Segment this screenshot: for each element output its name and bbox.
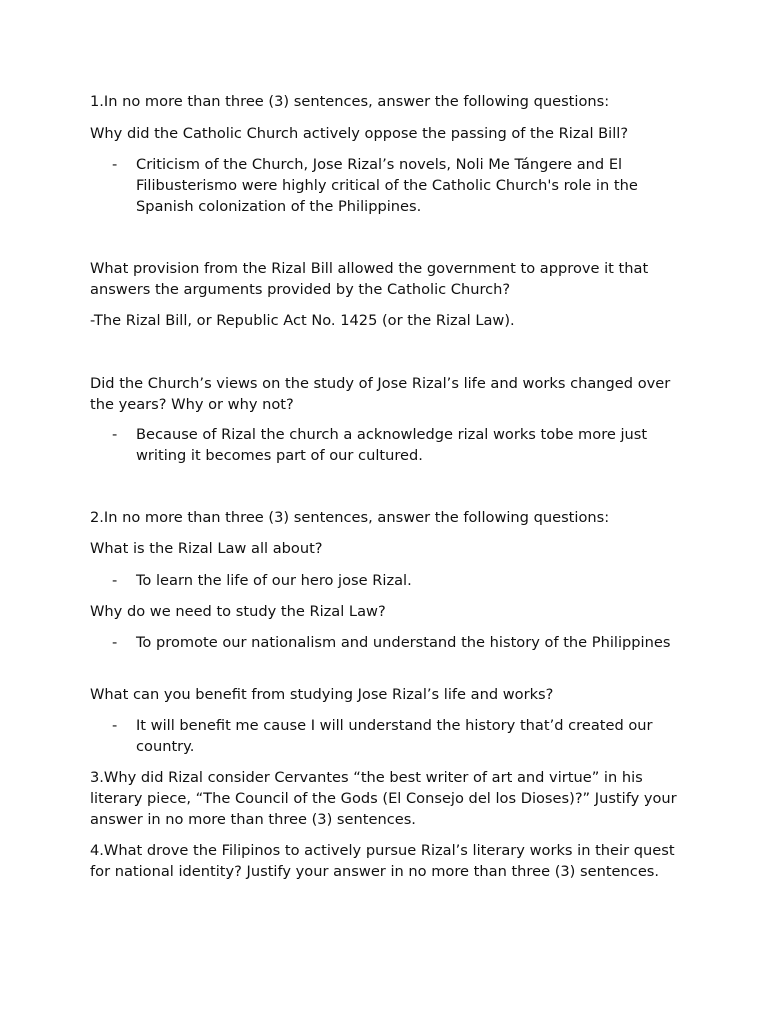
q1c-question: Did the Church’s views on the study of Jose Rizal’s life and works changed over the years? Why or why not? xyxy=(90,375,671,413)
q1a-answer: Criticism of the Church, Jose Rizal’s novels, Noli Me Tángere and El Filibusterismo were highly critical of the Catholic Church's role in the Spanish colonization of the Philippines. xyxy=(136,156,638,215)
q1a-answer-item xyxy=(112,154,672,217)
q2-intro: 2.In no more than three (3) sentences, answer the following questions: xyxy=(90,509,610,526)
q2a-answer-item xyxy=(112,570,672,591)
bullet-dash: - xyxy=(112,156,118,173)
bullet-dash: - xyxy=(112,426,118,443)
q3-question: 3.Why did Rizal consider Cervantes “the best writer of art and virtue” in his literary piece, “The Council of the Gods (El Consejo del los Dioses)?” Justify your answer in no more than three (3) sentences. xyxy=(90,769,677,828)
q2b-answer: To promote our nationalism and understand the history of the Philippines xyxy=(136,634,671,651)
bullet-dash: - xyxy=(112,634,118,651)
q2b-answer-item xyxy=(112,632,672,653)
bullet-dash: - xyxy=(112,717,118,734)
bullet-dash: - xyxy=(112,572,118,589)
q2a-answer: To learn the life of our hero jose Rizal. xyxy=(136,572,412,589)
q1a-question: Why did the Catholic Church actively oppose the passing of the Rizal Bill? xyxy=(90,125,629,142)
q2c-answer: It will benefit me cause I will understand the history that’d created our country. xyxy=(136,717,653,755)
q2c-answer-item xyxy=(112,715,672,757)
q4-question: 4.What drove the Filipinos to actively pursue Rizal’s literary works in their quest for national identity? Justify your answer in no more than three (3) sentences. xyxy=(90,842,675,880)
q1c-answer: Because of Rizal the church a acknowledge rizal works tobe more just writing it becomes part of our cultured. xyxy=(136,426,648,464)
q2a-question: What is the Rizal Law all about? xyxy=(90,540,323,557)
q1b-answer: -The Rizal Bill, or Republic Act No. 1425 (or the Rizal Law). xyxy=(90,312,515,329)
q1-intro: 1.In no more than three (3) sentences, answer the following questions: xyxy=(90,93,610,110)
q1b-question: What provision from the Rizal Bill allowed the government to approve it that answers the arguments provided by the Catholic Church? xyxy=(90,260,649,298)
q1c-answer-item xyxy=(112,424,672,466)
q2b-question: Why do we need to study the Rizal Law? xyxy=(90,603,386,620)
q2c-question: What can you benefit from studying Jose Rizal’s life and works? xyxy=(90,686,554,703)
